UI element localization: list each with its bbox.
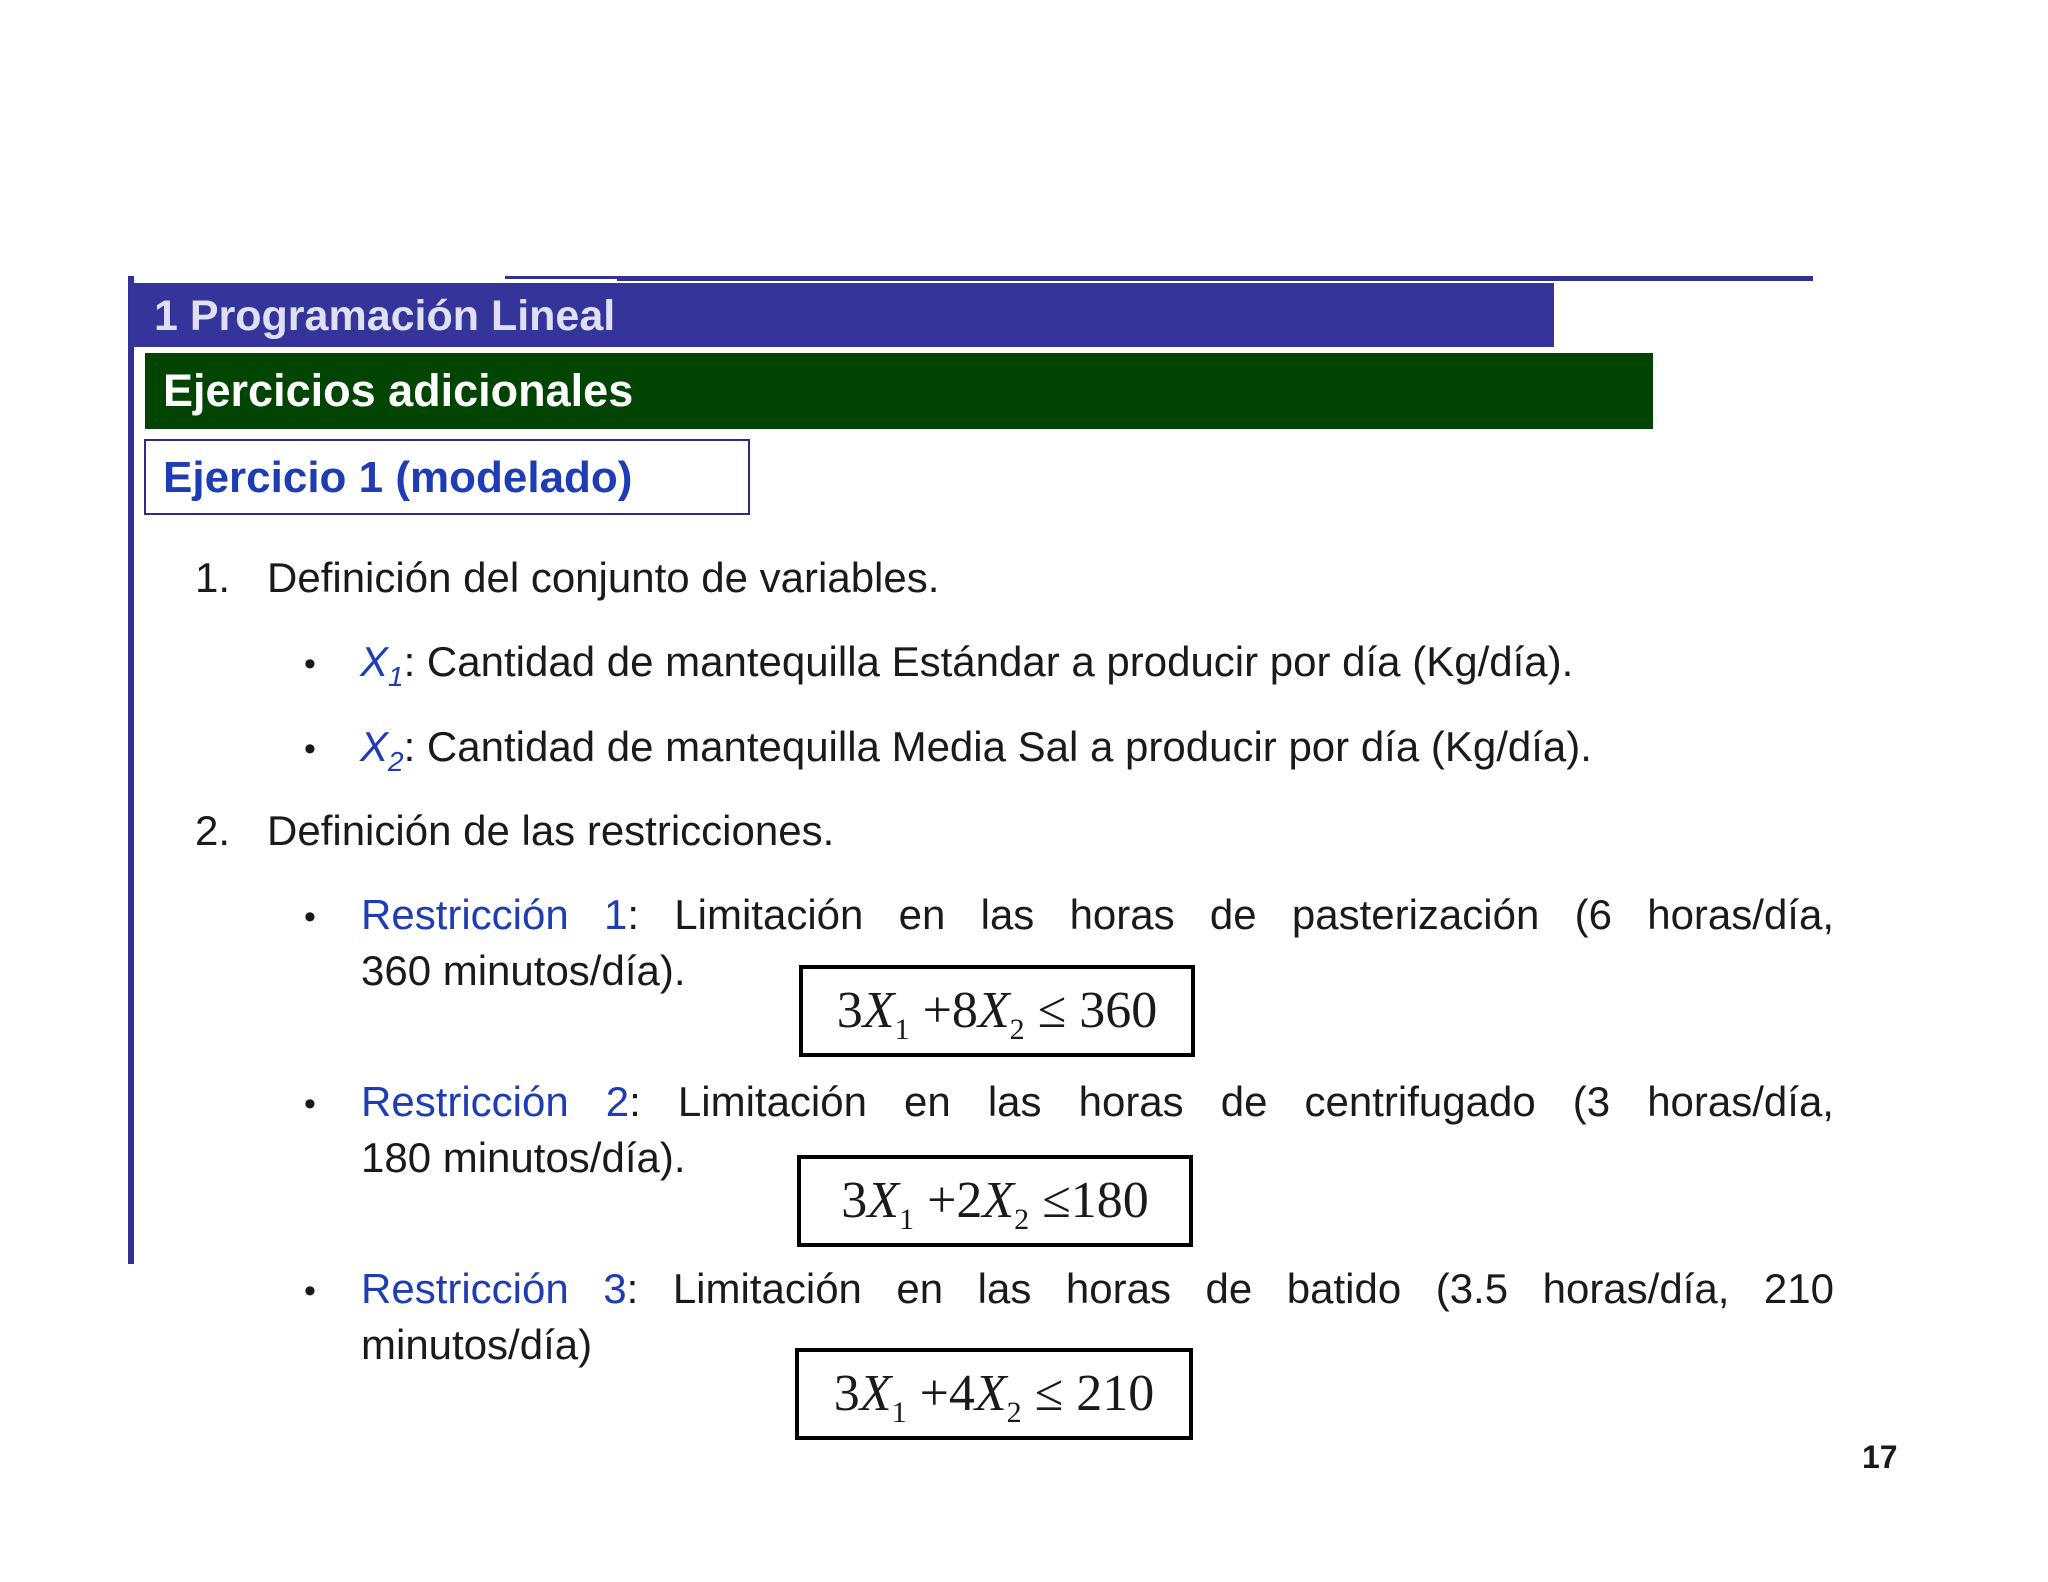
section-title: 1 Programación Lineal — [154, 292, 616, 340]
bullet-glyph: • — [304, 898, 316, 936]
restriction-2-label: Restricción 2 — [361, 1078, 630, 1125]
constraint-3-equation: $3X_1 +4X_2 \le 210$ — [833, 1365, 1155, 1429]
constraint-3-box — [795, 1348, 1193, 1440]
constraint-1-box — [799, 965, 1195, 1057]
step-1-number: 1. — [195, 554, 231, 601]
page-number: 17 — [1862, 1439, 1898, 1475]
variable-x1-definition — [360, 634, 1573, 690]
constraint-2-box — [797, 1155, 1193, 1247]
restriction-3-line2: minutos/día) — [361, 1321, 593, 1368]
constraint-2-equation: $3X_1 +2X_2 \le 180$ — [841, 1172, 1149, 1236]
header-rule — [617, 276, 1813, 281]
left-rule — [128, 276, 134, 1264]
constraint-1-equation: $3X_1 +8X_2 \le 360$ — [836, 982, 1158, 1046]
restriction-1-label: Restricción 1 — [361, 891, 628, 938]
restriction-2-line1: Restricción 2: Limitación en las horas de centrifugado (3 horas/día, — [361, 1078, 1834, 1125]
subsection-title: Ejercicios adicionales — [163, 365, 634, 416]
bullet-glyph: • — [304, 645, 316, 683]
step-2-number: 2. — [195, 807, 231, 854]
exercise-title: Ejercicio 1 (modelado) — [163, 453, 633, 502]
variable-x2-text: : Cantidad de mantequilla Media Sal a producir por día (Kg/día). — [403, 723, 1592, 770]
restriction-2-line2: 180 minutos/día). — [361, 1134, 686, 1181]
variable-x1-symbol: $X_1$ — [360, 638, 404, 692]
restriction-1-line2: 360 minutos/día). — [361, 947, 686, 994]
bullet-glyph: • — [304, 1085, 316, 1123]
restriction-3-label: Restricción 3 — [361, 1265, 627, 1312]
bullet-glyph: • — [304, 730, 316, 768]
restriction-3-line1: Restricción 3: Limitación en las horas de batido (3.5 horas/día, 210 — [361, 1265, 1834, 1312]
step-1-text: Definición del conjunto de variables. — [267, 554, 940, 601]
header-rule-short — [505, 276, 625, 279]
restriction-1-line1: Restricción 1: Limitación en las horas de pasterización (6 horas/día, — [361, 891, 1834, 938]
step-2-text: Definición de las restricciones. — [267, 807, 835, 854]
variable-x2-definition — [360, 719, 1592, 775]
variable-x1-text: : Cantidad de mantequilla Estándar a producir por día (Kg/día). — [403, 638, 1574, 685]
bullet-glyph: • — [304, 1272, 316, 1310]
variable-x2-symbol: $X_2$ — [360, 723, 404, 777]
